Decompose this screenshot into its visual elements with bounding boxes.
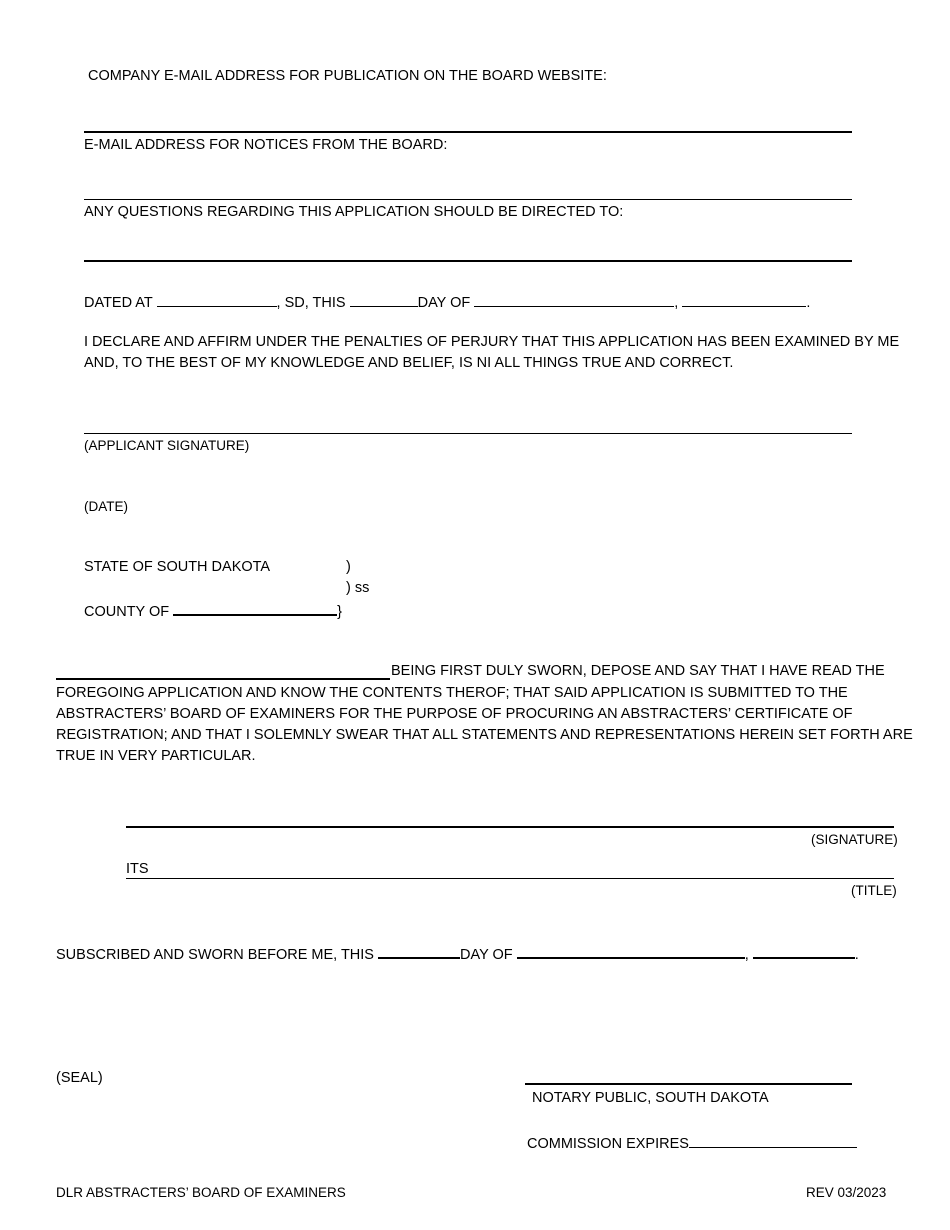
commission-line	[527, 1133, 857, 1153]
notices-email-field[interactable]	[84, 199, 852, 200]
dated-period: .	[806, 295, 811, 311]
notary-public-label: NOTARY PUBLIC, SOUTH DAKOTA	[532, 1090, 769, 1106]
dated-year-field[interactable]	[682, 292, 806, 307]
commission-expires-field[interactable]	[689, 1133, 857, 1148]
day-of-label: DAY OF	[417, 295, 471, 311]
seal-label: (SEAL)	[56, 1070, 103, 1086]
footer-left: DLR ABSTRACTERS’ BOARD OF EXAMINERS	[56, 1185, 346, 1200]
notary-signature-field[interactable]	[525, 1083, 852, 1085]
oath-line: TRUE IN VERY PARTICULAR.	[56, 748, 256, 764]
dated-comma: ,	[674, 295, 679, 311]
affiant-name-field[interactable]	[56, 678, 390, 680]
dated-month-field[interactable]	[474, 292, 674, 307]
subscribed-label: SUBSCRIBED AND SWORN BEFORE ME, THIS	[56, 947, 374, 963]
oath-text	[56, 683, 913, 767]
company-email-label: COMPANY E-MAIL ADDRESS FOR PUBLICATION ON THE BOARD WEBSITE:	[88, 68, 607, 84]
applicant-signature-label: (APPLICANT SIGNATURE)	[84, 438, 250, 453]
venue-ss: ) ss	[346, 580, 370, 596]
commission-expires-label: COMMISSION EXPIRES	[527, 1136, 689, 1152]
county-field[interactable]	[173, 600, 337, 616]
oath-line: ABSTRACTERS’ BOARD OF EXAMINERS FOR THE PURPOSE OF PROCURING AN ABSTRACTERS’ CERTIFICATE OF	[56, 706, 853, 722]
date-label: (DATE)	[84, 499, 128, 514]
sd-this-label: , SD, THIS	[276, 295, 346, 311]
company-email-field[interactable]	[84, 131, 852, 133]
questions-label: ANY QUESTIONS REGARDING THIS APPLICATION SHOULD BE DIRECTED TO:	[84, 204, 624, 220]
notices-email-label: E-MAIL ADDRESS FOR NOTICES FROM THE BOARD:	[84, 137, 448, 153]
footer-right: REV 03/2023	[806, 1185, 887, 1200]
dated-day-field[interactable]	[350, 292, 418, 307]
venue-brace: }	[337, 604, 342, 620]
title-field[interactable]	[126, 878, 894, 879]
dated-line	[84, 292, 810, 312]
oath-line: REGISTRATION; AND THAT I SOLEMNLY SWEAR THAT ALL STATEMENTS AND REPRESENTATIONS HEREIN SET FORTH ARE	[56, 727, 913, 743]
state-label: STATE OF SOUTH DAKOTA	[84, 559, 271, 575]
subscribed-line	[56, 943, 859, 964]
questions-field[interactable]	[84, 260, 852, 262]
venue-paren: )	[346, 559, 351, 575]
dated-at-label: DATED AT	[84, 295, 153, 311]
county-of-label: COUNTY OF	[84, 604, 170, 620]
title-label: (TITLE)	[851, 883, 897, 898]
subscribed-comma: ,	[744, 947, 749, 963]
applicant-signature-field[interactable]	[84, 433, 852, 434]
oath-line: BEING FIRST DULY SWORN, DEPOSE AND SAY THAT I HAVE READ THE	[391, 663, 885, 679]
declaration-text	[84, 332, 899, 374]
county-line	[84, 600, 342, 621]
subscribed-month-field[interactable]	[517, 943, 745, 959]
declaration-line: I DECLARE AND AFFIRM UNDER THE PENALTIES OF PERJURY THAT THIS APPLICATION HAS BEEN EXAMINED BY ME	[84, 334, 900, 350]
dated-city-field[interactable]	[157, 292, 277, 307]
its-label: ITS	[126, 861, 149, 877]
declaration-line: AND, TO THE BEST OF MY KNOWLEDGE AND BELIEF, IS NI ALL THINGS TRUE AND CORRECT.	[84, 355, 734, 371]
sworn-signature-field[interactable]	[126, 826, 894, 828]
subscribed-period: .	[854, 947, 859, 963]
signature-label: (SIGNATURE)	[811, 832, 898, 847]
subscribed-day-field[interactable]	[378, 943, 460, 959]
subscribed-day-of-label: DAY OF	[460, 947, 513, 963]
subscribed-year-field[interactable]	[753, 943, 855, 959]
oath-line: FOREGOING APPLICATION AND KNOW THE CONTENTS THEROF; THAT SAID APPLICATION IS SUBMITTED TO THE	[56, 685, 848, 701]
